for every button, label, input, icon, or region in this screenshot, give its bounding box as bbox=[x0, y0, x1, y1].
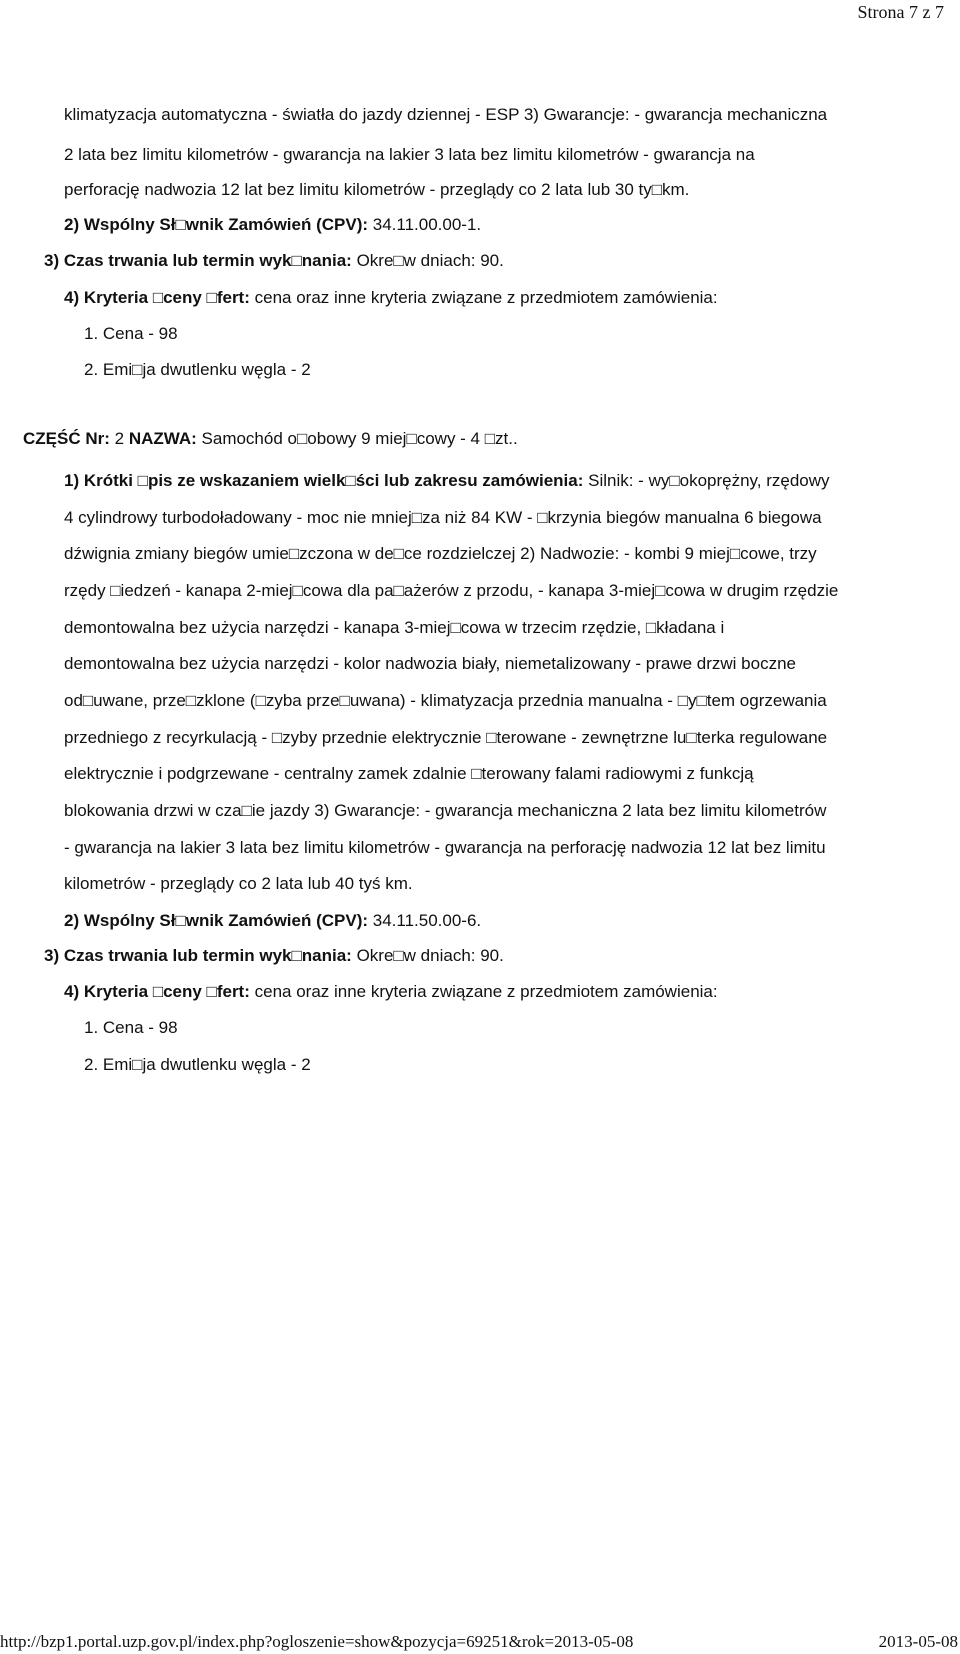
criteria-item: 2. Emi□ja dwutlenku węgla - 2 bbox=[84, 1055, 311, 1074]
criteria-item: 1. Cena - 98 bbox=[84, 324, 178, 343]
description-line: od□uwane, prze□zklone (□zyba prze□uwana) - klimatyzacja przednia manualna - □y□tem ogrzewania bbox=[64, 691, 827, 710]
description-line: demontowalna bez użycia narzędzi - kolor nadwozia biały, niemetalizowany - prawe drzwi boczne bbox=[64, 654, 796, 673]
description-line: 2 lata bez limitu kilometrów - gwarancja na lakier 3 lata bez limitu kilometrów - gwarancja na bbox=[64, 145, 755, 164]
part-number: 2 bbox=[109, 429, 129, 448]
description-line: klimatyzacja automatyczna - światła do jazdy dziennej - ESP 3) Gwarancje: - gwarancja mechaniczna bbox=[64, 105, 828, 124]
short-description-value: Silnik: - wy□okoprężny, rzędowy bbox=[583, 471, 830, 490]
part-label: CZĘŚĆ Nr: bbox=[23, 429, 110, 448]
criteria-item: 1. Cena - 98 bbox=[84, 1018, 178, 1037]
description-line: dźwignia zmiany biegów umie□zczona w de□ce rozdzielczej 2) Nadwozie: - kombi 9 miej□cowe, trzy bbox=[64, 544, 817, 563]
description-line: blokowania drzwi w cza□ie jazdy 3) Gwarancje: - gwarancja mechaniczna 2 lata bez limitu kilometrów bbox=[64, 801, 827, 820]
cpv-label: 2) Wspólny Sł□wnik Zamówień (CPV): bbox=[64, 911, 369, 930]
duration-label: 3) Czas trwania lub termin wyk□nania: bbox=[44, 251, 352, 270]
description-line: 4 cylindrowy turbodoładowany - moc nie mniej□za niż 84 KW - □krzynia biegów manualna 6 biegowa bbox=[64, 508, 822, 527]
cpv-label: 2) Wspólny Sł□wnik Zamówień (CPV): bbox=[64, 215, 369, 234]
name-value: Samochód o□obowy 9 miej□cowy - 4 □zt.. bbox=[196, 429, 518, 448]
criteria-item: 2. Emi□ja dwutlenku węgla - 2 bbox=[84, 360, 311, 379]
footer-date: 2013-05-08 bbox=[878, 1632, 958, 1651]
cpv-line bbox=[64, 910, 481, 932]
cpv-line bbox=[64, 214, 481, 236]
description-line: - gwarancja na lakier 3 lata bez limitu kilometrów - gwarancja na perforację nadwozia 12 lat bez limitu bbox=[64, 838, 826, 857]
footer-url[interactable]: http://bzp1.portal.uzp.gov.pl/index.php?ogloszenie=show&pozycja=69251&rok=2013-05-08 bbox=[0, 1632, 634, 1651]
description-line: rzędy □iedzeń - kanapa 2-miej□cowa dla pa□ażerów z przodu, - kanapa 3-miej□cowa w drugim rzędzie bbox=[64, 581, 839, 600]
criteria-label: 4) Kryteria □ceny □fert: bbox=[64, 288, 250, 307]
cpv-value: 34.11.50.00-6. bbox=[368, 911, 482, 930]
page-number: Strona 7 z 7 bbox=[857, 2, 944, 22]
part-heading bbox=[23, 428, 518, 450]
name-label: NAZWA: bbox=[128, 429, 197, 448]
description-line: perforację nadwozia 12 lat bez limitu kilometrów - przeglądy co 2 lata lub 30 ty□km. bbox=[64, 180, 690, 199]
description-line: elektrycznie i podgrzewane - centralny zamek zdalnie □terowany falami radiowymi z funkcją bbox=[64, 764, 754, 783]
criteria-line bbox=[64, 287, 718, 309]
description-line: przedniego z recyrkulacją - □zyby przednie elektrycznie □terowane - zewnętrzne lu□terka regulowane bbox=[64, 728, 828, 747]
duration-line bbox=[44, 250, 504, 272]
duration-line bbox=[44, 945, 504, 967]
criteria-label: 4) Kryteria □ceny □fert: bbox=[64, 982, 250, 1001]
criteria-value: cena oraz inne kryteria związane z przedmiotem zamówienia: bbox=[249, 982, 718, 1001]
description-line: kilometrów - przeglądy co 2 lata lub 40 tyś km. bbox=[64, 874, 413, 893]
criteria-value: cena oraz inne kryteria związane z przedmiotem zamówienia: bbox=[249, 288, 718, 307]
short-description-label: 1) Krótki □pis ze wskazaniem wielk□ści lub zakresu zamówienia: bbox=[64, 471, 584, 490]
description-line: demontowalna bez użycia narzędzi - kanapa 3-miej□cowa w trzecim rzędzie, □kładana i bbox=[64, 618, 725, 637]
short-description-line bbox=[64, 470, 830, 492]
cpv-value: 34.11.00.00-1. bbox=[368, 215, 482, 234]
criteria-line bbox=[64, 981, 718, 1003]
duration-value: Okre□w dniach: 90. bbox=[351, 946, 504, 965]
duration-value: Okre□w dniach: 90. bbox=[351, 251, 504, 270]
duration-label: 3) Czas trwania lub termin wyk□nania: bbox=[44, 946, 352, 965]
